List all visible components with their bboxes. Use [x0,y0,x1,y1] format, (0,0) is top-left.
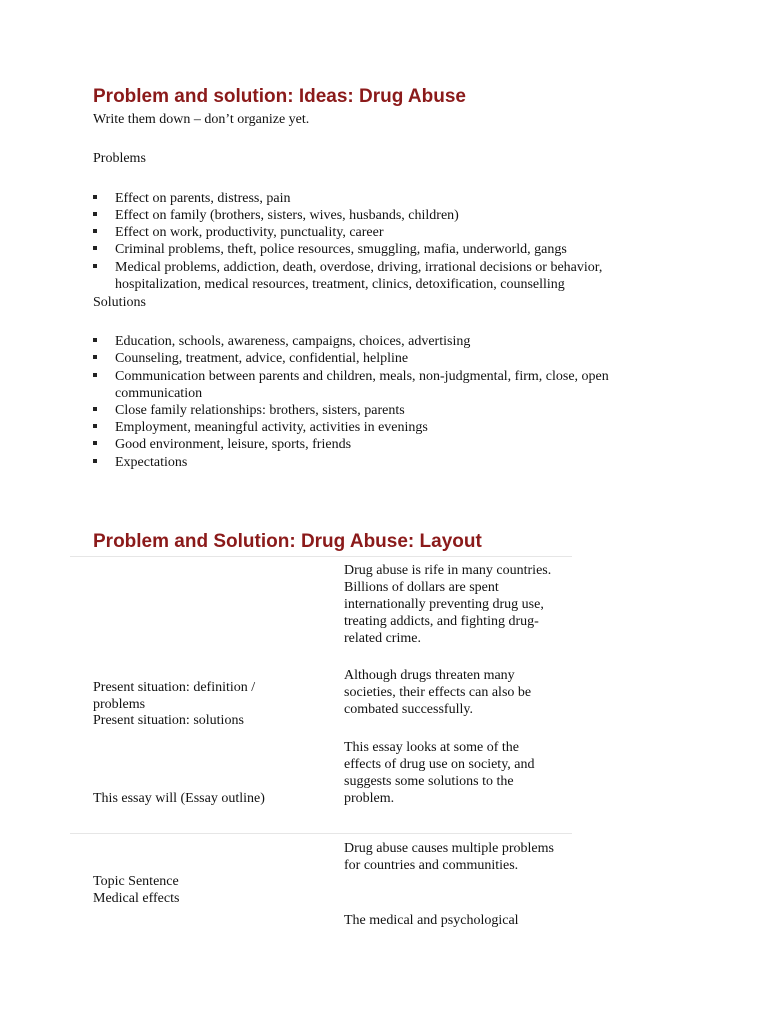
list-item: Criminal problems, theft, police resources, smuggling, mafia, underworld, gangs [93,241,653,258]
body-paragraph-2: The medical and psychological [344,913,519,928]
list-item: Communication between parents and children, meals, non-judgmental, firm, close, open communication [93,368,653,402]
list-item: Effect on family (brothers, sisters, wives, husbands, children) [93,207,653,224]
bullet-icon [93,246,97,250]
list-item: Effect on parents, distress, pain [93,190,653,207]
intro-paragraph-3: This essay looks at some of the effects of drug use on society, and suggests some solutions to the problem. [344,740,535,806]
intro-paragraph-1: Drug abuse is rife in many countries. Billions of dollars are spent internationally preventing drug use, treating addicts, and fighting drug-related crime. [344,563,552,646]
bullet-icon [93,264,97,268]
label-topic-sentence: Topic Sentence [93,874,179,889]
list-item: Education, schools, awareness, campaigns, choices, advertising [93,333,653,350]
table-divider [70,556,572,557]
table-divider [70,833,572,834]
bullet-icon [93,441,97,445]
list-item: Good environment, leisure, sports, friends [93,436,653,453]
bullet-icon [93,373,97,377]
ideas-title: Problem and solution: Ideas: Drug Abuse [93,86,466,107]
list-item: Close family relationships: brothers, sisters, parents [93,402,653,419]
list-item: Expectations [93,454,653,471]
label-present-solutions: Present situation: solutions [93,713,244,728]
label-medical-effects: Medical effects [93,891,180,906]
bullet-icon [93,407,97,411]
bullet-icon [93,195,97,199]
bullet-icon [93,229,97,233]
problems-label: Problems [93,151,146,166]
bullet-icon [93,338,97,342]
layout-title: Problem and Solution: Drug Abuse: Layout [93,531,482,552]
intro-paragraph-2: Although drugs threaten many societies, their effects can also be combated successfully. [344,668,532,717]
list-item: Counseling, treatment, advice, confidential, helpline [93,350,653,367]
body-paragraph-1: Drug abuse causes multiple problems for countries and communities. [344,841,554,873]
label-present-definition: Present situation: definition / problems [93,680,256,712]
bullet-icon [93,355,97,359]
solutions-label: Solutions [93,295,146,310]
bullet-icon [93,424,97,428]
bullet-icon [93,212,97,216]
label-essay-outline: This essay will (Essay outline) [93,791,265,806]
bullet-icon [93,459,97,463]
list-item: Employment, meaningful activity, activities in evenings [93,419,653,436]
list-item: Medical problems, addiction, death, overdose, driving, irrational decisions or behavior, hospitalization, medical resources, treatment, clinics, detoxification, counselling [93,259,643,293]
ideas-instruction: Write them down – don’t organize yet. [93,112,310,127]
list-item: Effect on work, productivity, punctuality, career [93,224,653,241]
